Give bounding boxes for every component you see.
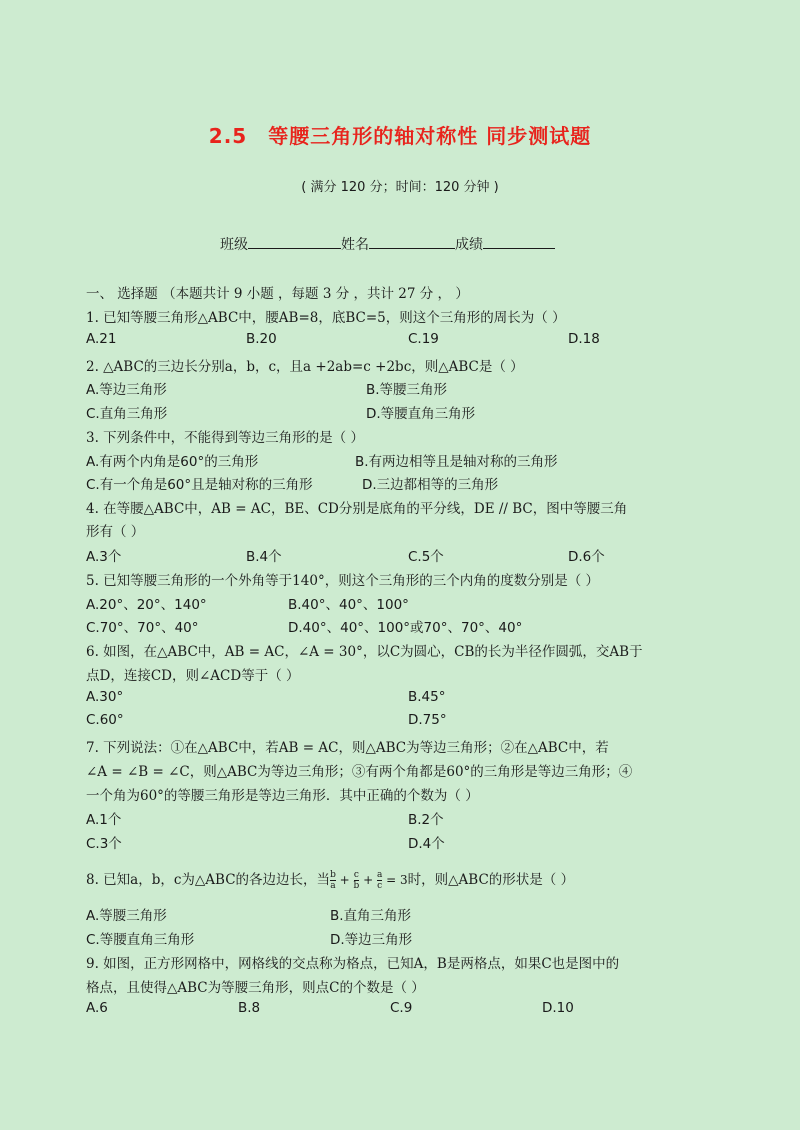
q1-option-a: A.21 [86, 331, 117, 347]
q5-option-d: D.40°、40°、100°或70°、70°、40° [288, 620, 523, 636]
q8-fraction-expression: $\frac{b}{a}$ + $\frac{c}{b}$ + $\frac{a}{c}$ = 3 [330, 870, 408, 891]
q1-option-b: B.20 [246, 331, 277, 347]
question-2-text: 2. △ABC的三边长分别a，b，c，且a +2ab=c +2bc，则△ABC是（ ） [86, 359, 524, 375]
q8-option-c: C.等腰直角三角形 [86, 932, 195, 948]
q5-option-c: C.70°、70°、40° [86, 620, 199, 636]
q3-option-c: C.有一个角是60°且是轴对称的三角形 [86, 477, 313, 493]
document-title: 2.5 等腰三角形的轴对称性 同步测试题 [208, 124, 592, 148]
question-3-text: 3. 下列条件中，不能得到等边三角形的是（ ） [86, 430, 364, 446]
q1-option-d: D.18 [568, 331, 600, 347]
q9-option-a: A.6 [86, 1000, 108, 1016]
score-label: 成绩 [455, 237, 483, 253]
q7-option-b: B.2个 [408, 812, 444, 828]
q4-option-c: C.5个 [408, 549, 444, 565]
question-7-text-line-3: 一个角为60°的等腰三角形是等边三角形．其中正确的个数为（ ） [86, 788, 479, 804]
score-blank[interactable] [483, 234, 555, 249]
student-info-line [220, 234, 555, 254]
question-9-text-line-1: 9. 如图，正方形网格中，网格线的交点称为格点，已知A，B是两格点，如果C也是图中的 [86, 956, 620, 972]
q2-option-a: A.等边三角形 [86, 382, 167, 398]
document-subtitle: ( 满分 120 分；时间：120 分钟 ) [301, 180, 499, 195]
q8-text-part-1: 8. 已知a，b，c为△ABC的各边边长，当 [86, 872, 331, 888]
q3-option-d: D.三边都相等的三角形 [362, 477, 499, 493]
name-label: 姓名 [341, 237, 369, 253]
q4-option-a: A.3个 [86, 549, 122, 565]
q7-option-a: A.1个 [86, 812, 122, 828]
q2-option-d: D.等腰直角三角形 [366, 406, 476, 422]
q3-option-a: A.有两个内角是60°的三角形 [86, 454, 259, 470]
q6-option-b: B.45° [408, 689, 446, 705]
q8-option-b: B.直角三角形 [330, 908, 412, 924]
question-7-text-line-1: 7. 下列说法：①在△ABC中，若AB = AC，则△ABC为等边三角形；②在△ABC中，若 [86, 740, 609, 756]
q4-option-b: B.4个 [246, 549, 282, 565]
q8-option-d: D.等边三角形 [330, 932, 413, 948]
q8-text-part-2: 时，则△ABC的形状是（ ） [407, 872, 575, 888]
question-5-text: 5. 已知等腰三角形的一个外角等于140°，则这个三角形的三个内角的度数分别是（ ） [86, 573, 599, 589]
question-6-text-line-2: 点D，连接CD，则∠ACD等于（ ） [86, 668, 300, 684]
question-6-text-line-1: 6. 如图，在△ABC中，AB = AC，∠A = 30°，以C为圆心，CB的长为半径作圆弧，交AB于 [86, 644, 643, 660]
q4-option-d: D.6个 [568, 549, 605, 565]
q2-option-c: C.直角三角形 [86, 406, 168, 422]
class-blank[interactable] [248, 234, 341, 249]
question-1-text: 1. 已知等腰三角形△ABC中，腰AB=8，底BC=5，则这个三角形的周长为（ ） [86, 310, 566, 326]
q5-option-a: A.20°、20°、140° [86, 597, 207, 613]
q9-option-d: D.10 [542, 1000, 574, 1016]
q9-option-c: C.9 [390, 1000, 413, 1016]
name-blank[interactable] [369, 234, 455, 249]
q8-option-a: A.等腰三角形 [86, 908, 167, 924]
question-4-text-line-1: 4. 在等腰△ABC中，AB = AC，BE、CD分别是底角的平分线，DE // BC，图中等腰三角 [86, 501, 628, 517]
q7-option-d: D.4个 [408, 836, 445, 852]
q1-option-c: C.19 [408, 331, 439, 347]
question-7-text-line-2: ∠A = ∠B = ∠C，则△ABC为等边三角形；③有两个角都是60°的三角形是等边三角形；④ [86, 764, 633, 780]
question-8-text [86, 868, 574, 891]
q6-option-a: A.30° [86, 689, 124, 705]
q6-option-d: D.75° [408, 712, 447, 728]
question-9-text-line-2: 格点，且使得△ABC为等腰三角形，则点C的个数是（ ） [86, 980, 425, 996]
question-4-text-line-2: 形有（ ） [86, 524, 145, 540]
class-label: 班级 [220, 237, 248, 253]
q2-option-b: B.等腰三角形 [366, 382, 448, 398]
q9-option-b: B.8 [238, 1000, 261, 1016]
section-header: 一、 选择题 （本题共计 9 小题 ，每题 3 分 ，共计 27 分 ， ） [86, 286, 469, 302]
q6-option-c: C.60° [86, 712, 124, 728]
q5-option-b: B.40°、40°、100° [288, 597, 409, 613]
q3-option-b: B.有两边相等且是轴对称的三角形 [355, 454, 558, 470]
q7-option-c: C.3个 [86, 836, 122, 852]
